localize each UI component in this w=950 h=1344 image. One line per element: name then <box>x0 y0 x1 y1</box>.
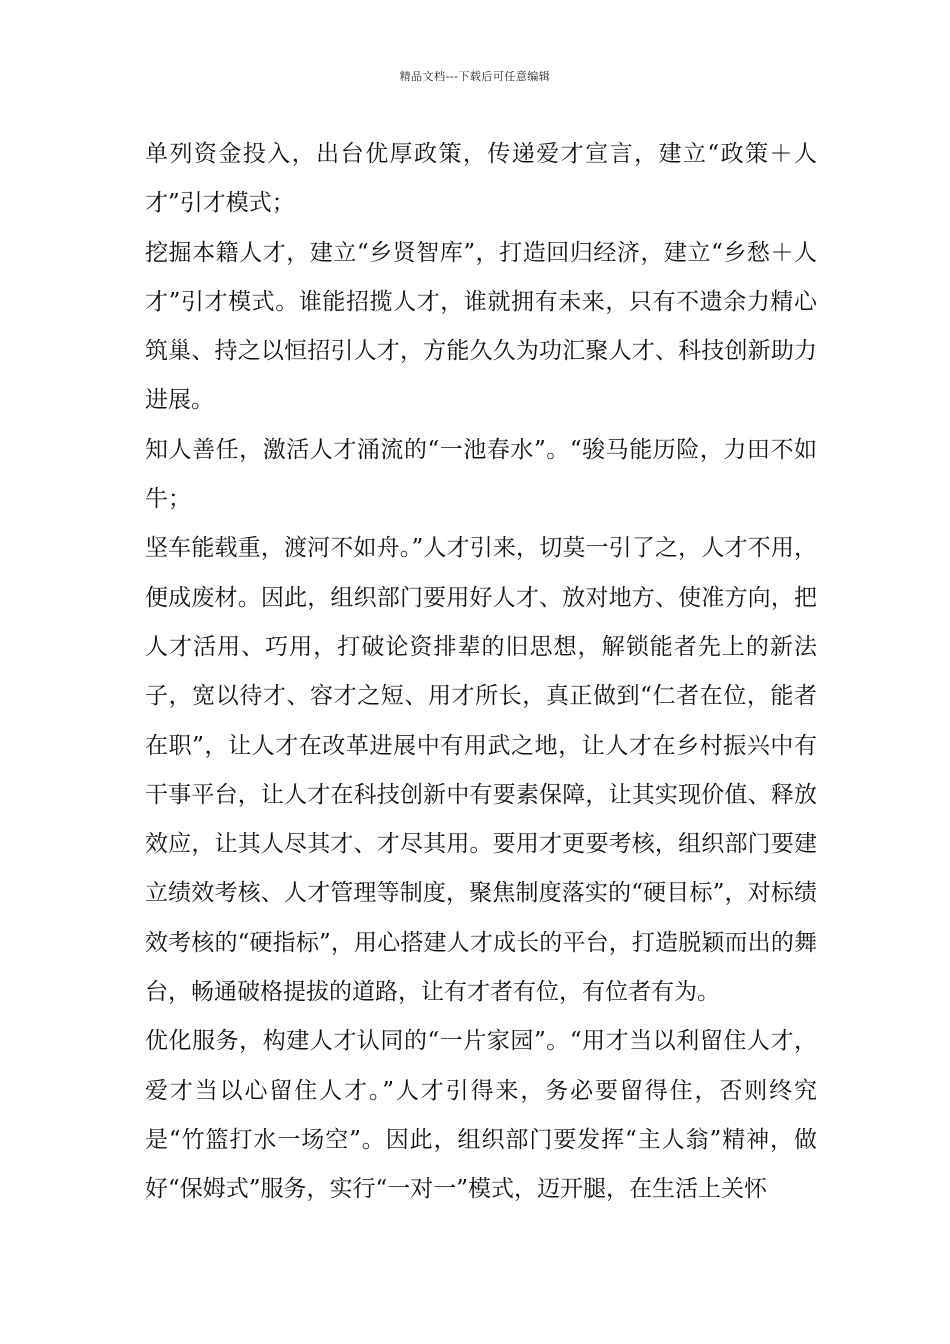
paragraph-1: 单列资金投入，出台优厚政策，传递爱才宣言，建立“政策＋人才”引才模式； <box>145 141 817 217</box>
paragraph-2: 挖掘本籍人才，建立“乡贤智库”，打造回归经济，建立“乡愁＋人才”引才模式。谁能招揽人才，谁就拥有未来，只有不遗余力精心筑巢、持之以恒招引人才，方能久久为功汇聚人才、科技创新助力进展。 <box>145 239 817 414</box>
paragraph-5: 优化服务，构建人才认同的“一片家园”。“用才当以利留住人才，爱才当以心留住人才。”人才引得来，务必要留得住，否则终究是“竹篮打水一场空”。因此，组织部门要发挥“主人翁”精神，做好“保姆式”服务，实行“一对一”模式，迈开腿，在生活上关怀 <box>145 1028 817 1203</box>
document-body <box>145 130 817 1215</box>
page-header: 精品文档---下载后可任意编辑 <box>399 70 551 83</box>
paragraph-4: 坚车能载重，渡河不如舟。”人才引来，切莫一引了之，人才不用，便成废材。因此，组织部门要用好人才、放对地方、使准方向，把人才活用、巧用，打破论资排辈的旧思想，解锁能者先上的新法子，宽以待才、容才之短、用才所长，真正做到“仁者在位，能者在职”，让人才在改革进展中有用武之地，让人才在乡村振兴中有干事平台，让人才在科技创新中有要素保障，让其实现价值、释放效应，让其人尽其才、才尽其用。要用才更要考核，组织部门要建立绩效考核、人才管理等制度，聚焦制度落实的“硬目标”，对标绩效考核的“硬指标”，用心搭建人才成长的平台，打造脱颖而出的舞台，畅通破格提拔的道路，让有才者有位，有位者有为。 <box>145 535 817 1006</box>
paragraph-3: 知人善任，激活人才涌流的“一池春水”。“骏马能历险，力田不如牛； <box>145 436 817 513</box>
